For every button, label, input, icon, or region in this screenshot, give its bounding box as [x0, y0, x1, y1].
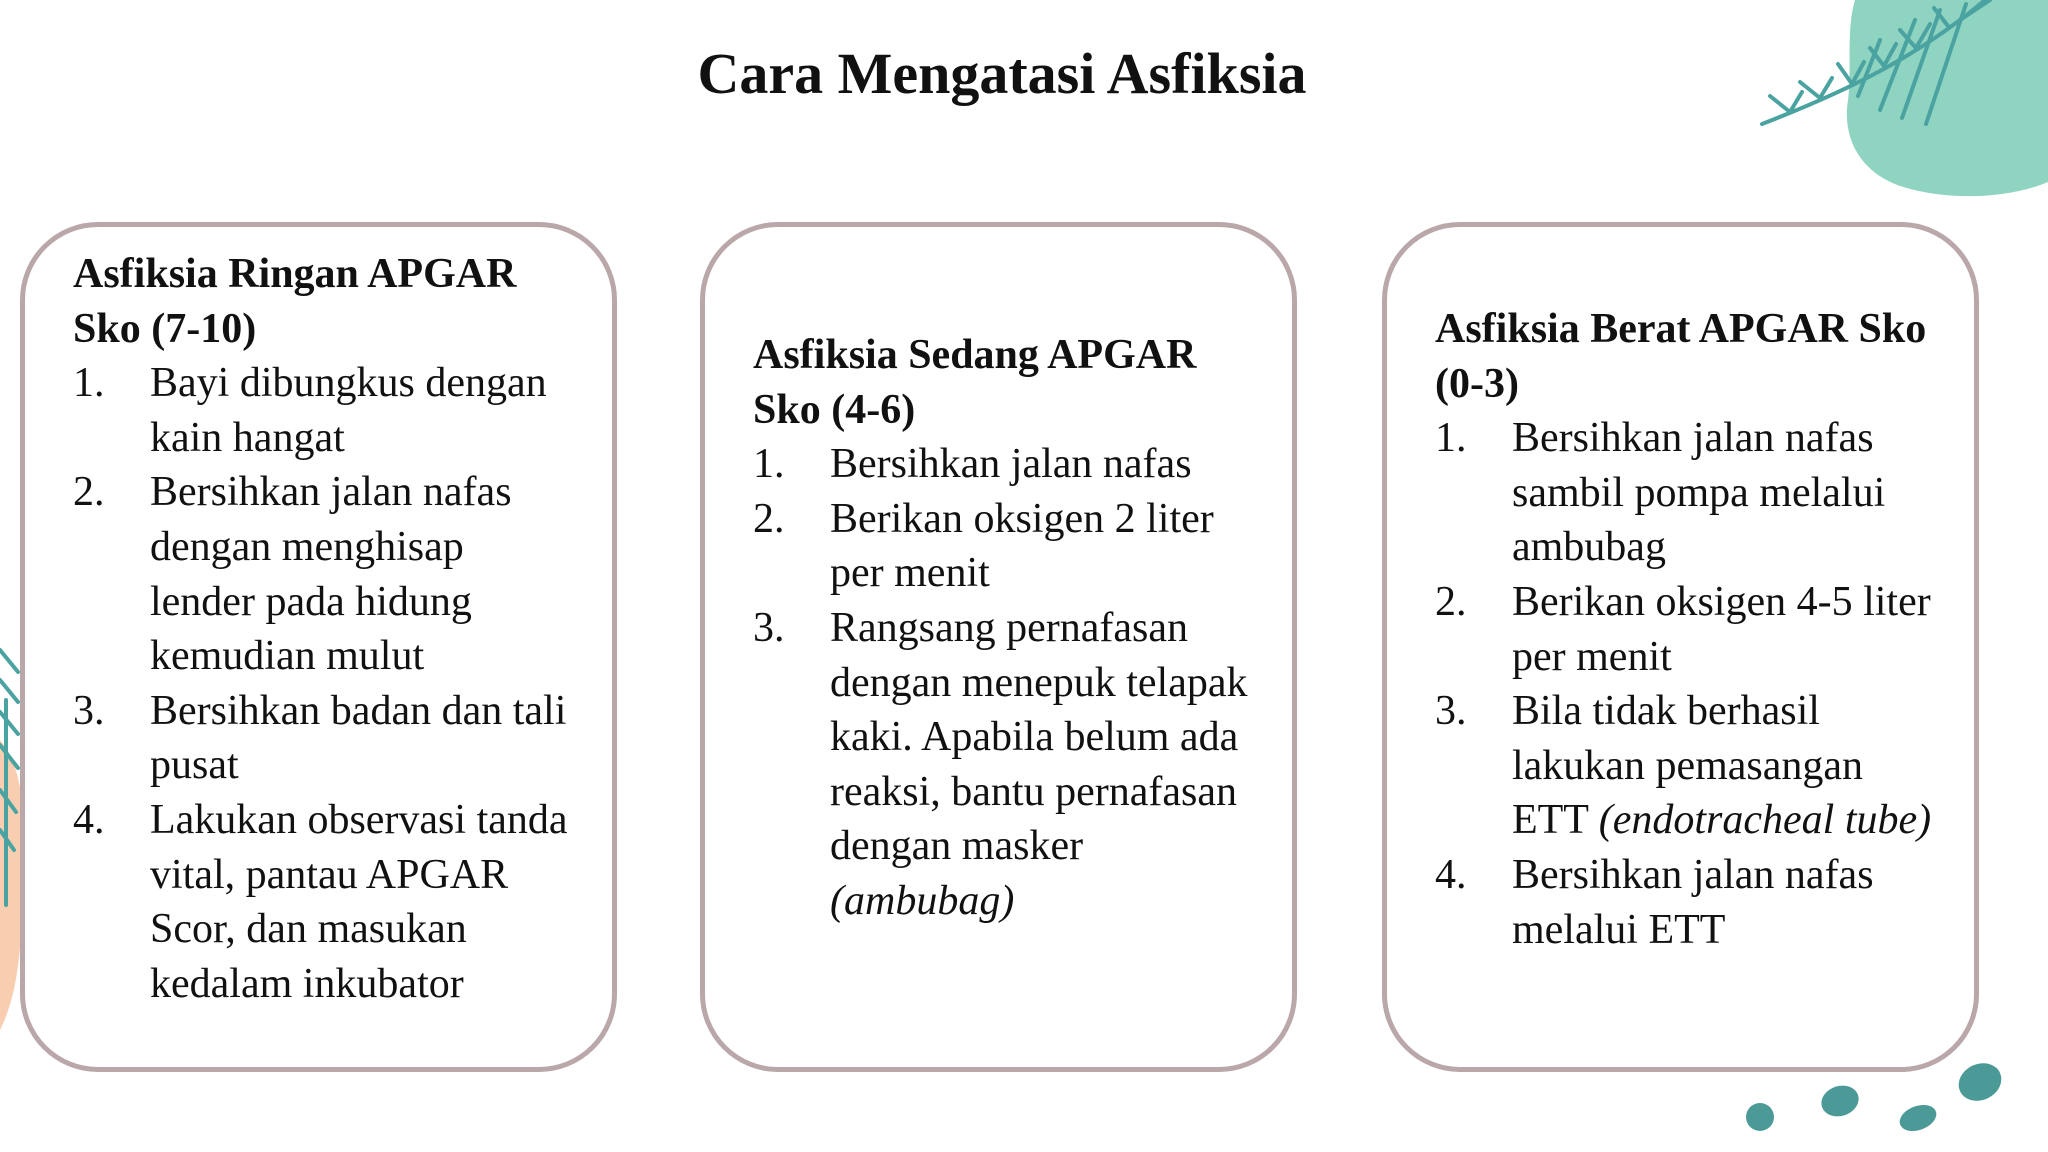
steps-list: [753, 437, 1256, 928]
step-text: Bersihkan jalan nafas dengan menghisap lender pada hidung kemudian mulut: [150, 469, 512, 680]
card-asfiksia-ringan: [20, 222, 617, 1072]
step-text: Bersihkan jalan nafas: [830, 441, 1192, 488]
step-number: 3.: [73, 687, 105, 734]
list-item: [73, 793, 576, 1011]
step-text: Bayi dibungkus dengan kain hangat: [150, 360, 547, 461]
card-heading: Asfiksia Berat APGAR Sko (0-3): [1435, 306, 1927, 407]
step-text: Berikan oksigen 2 liter per menit: [830, 495, 1214, 597]
card-asfiksia-berat: [1382, 222, 1979, 1072]
step-text-italic: (ambubag): [830, 877, 1015, 924]
step-number: 2.: [1435, 578, 1467, 625]
step-text: Berikan oksigen 4-5 liter per menit: [1512, 578, 1931, 680]
step-text: Bersihkan jalan nafas sambil pompa melalui ambubag: [1512, 415, 1886, 571]
step-text: Rangsang pernafasan dengan menepuk telapak kaki. Apabila belum ada reaksi, bantu pernafasan dengan masker: [830, 604, 1248, 870]
step-number: 4.: [1435, 851, 1467, 898]
card-heading: Asfiksia Sedang APGAR Sko (4-6): [753, 332, 1197, 433]
step-text-wrapper: [1512, 684, 1938, 848]
card-heading: Asfiksia Ringan APGAR Sko (7-10): [73, 251, 517, 352]
step-text-italic: (endotracheal tube): [1598, 797, 1932, 844]
card-content: [753, 328, 1256, 929]
step-text: Lakukan observasi tanda vital, pantau APGAR Scor, dan masukan kedalam inkubator: [150, 796, 568, 1007]
step-number: 1.: [753, 441, 785, 488]
list-item: [753, 437, 1256, 492]
step-number: 1.: [73, 360, 105, 407]
card-content: [1435, 302, 1938, 957]
step-number: 2.: [753, 495, 785, 542]
step-text: Bersihkan badan dan tali pusat: [150, 687, 567, 789]
list-item: [73, 465, 576, 683]
card-content: [73, 247, 576, 1011]
step-number: 3.: [753, 604, 785, 651]
steps-list: [73, 356, 576, 1011]
list-item: [1435, 684, 1938, 848]
list-item: [1435, 848, 1938, 957]
step-number: 3.: [1435, 688, 1467, 735]
step-text: Bila tidak berhasil lakukan pemasangan ETT: [1512, 688, 1864, 844]
step-number: 1.: [1435, 415, 1467, 462]
list-item: [73, 684, 576, 793]
step-text-wrapper: [830, 601, 1256, 929]
step-number: 2.: [73, 469, 105, 516]
list-item: [753, 601, 1256, 929]
list-item: [753, 492, 1256, 601]
steps-list: [1435, 411, 1938, 957]
card-asfiksia-sedang: [700, 222, 1297, 1072]
step-number: 4.: [73, 796, 105, 843]
list-item: [1435, 411, 1938, 575]
list-item: [1435, 575, 1938, 684]
step-text: Bersihkan jalan nafas melalui ETT: [1512, 851, 1874, 953]
slide-title: Cara Mengatasi Asfiksia: [697, 41, 1307, 106]
list-item: [73, 356, 576, 465]
